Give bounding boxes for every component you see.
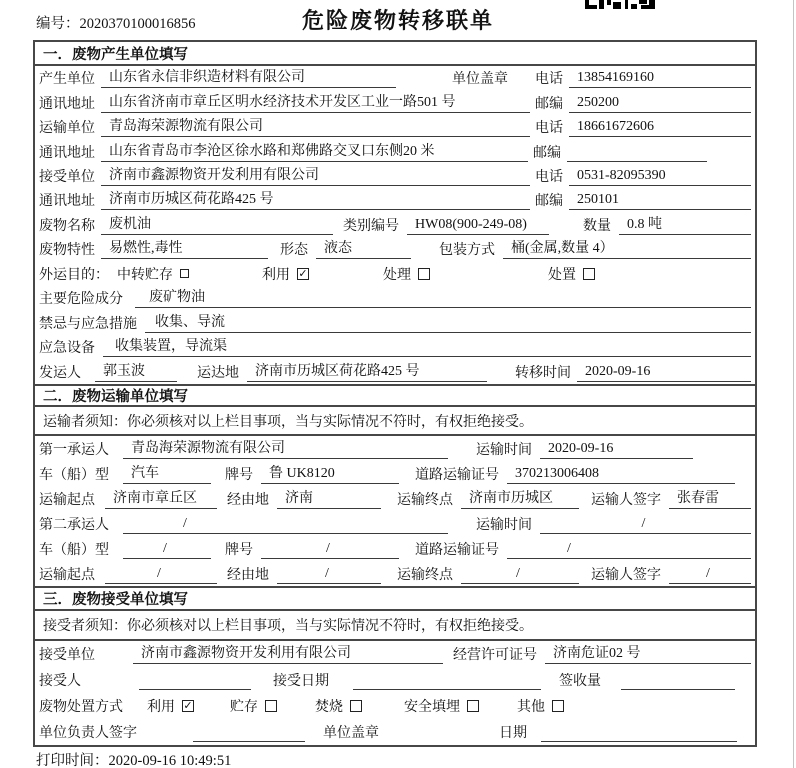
doc-number-value: 2020370100016856 bbox=[79, 16, 196, 32]
plate-number-label: 牌号 bbox=[225, 467, 253, 483]
shipper-label: 发运人 bbox=[39, 365, 81, 381]
checkbox-utilize: ✓ bbox=[298, 267, 308, 280]
transport-time-label: 运输时间 bbox=[476, 517, 532, 533]
route-via-label: 经由地 bbox=[227, 492, 269, 508]
row-transport-address bbox=[35, 139, 755, 163]
plate-number-label: 牌号 bbox=[225, 542, 253, 558]
packing-label: 包装方式 bbox=[439, 243, 495, 259]
producer-zip-group bbox=[535, 93, 751, 113]
purpose-option-utilize bbox=[262, 264, 309, 284]
accept-date-value bbox=[353, 670, 541, 690]
destination-value: 济南市历城区荷花路425 号 bbox=[247, 362, 487, 382]
transport-zip-value bbox=[567, 142, 707, 162]
carrier-sign-label: 运输人签字 bbox=[591, 492, 661, 508]
waste-name-label: 废物名称 bbox=[39, 218, 95, 234]
row-transfer-purpose bbox=[35, 262, 755, 286]
transport-time-label: 运输时间 bbox=[476, 442, 532, 458]
waste-name-value: 废机油 bbox=[101, 215, 333, 235]
purpose-option-label: 中转贮存 bbox=[117, 267, 173, 283]
receiver-unit-label: 接受单位 bbox=[39, 170, 95, 186]
received-amount-label: 签收量 bbox=[559, 674, 601, 689]
disposal-method-label: 废物处置方式 bbox=[39, 700, 123, 715]
row-waste-name bbox=[35, 213, 755, 237]
row-accept-unit bbox=[35, 641, 755, 667]
receiver-tel-value: 0531-82095390 bbox=[569, 166, 751, 186]
vehicle-type-value: / bbox=[123, 539, 211, 559]
disposal-option-label: 焚烧 bbox=[315, 700, 343, 715]
row-main-hazard bbox=[35, 286, 755, 310]
row-receiver-address bbox=[35, 188, 755, 212]
disposal-option-other bbox=[517, 696, 564, 716]
transport-unit-label: 运输单位 bbox=[39, 121, 95, 137]
taboo-measures-value: 收集、导流 bbox=[145, 313, 751, 333]
quantity-label: 数量 bbox=[583, 218, 611, 234]
address-label: 通讯地址 bbox=[39, 194, 95, 210]
transport-time-value: / bbox=[540, 514, 751, 534]
row-receiver-unit bbox=[35, 164, 755, 188]
transfer-time-value: 2020-09-16 bbox=[577, 362, 751, 382]
disposal-option-label: 其他 bbox=[517, 700, 545, 715]
receiver-notice: 接受者须知：你必须核对以上栏目事项，当与实际情况不符时，有权拒绝接受。 bbox=[35, 611, 755, 641]
row-second-carrier bbox=[35, 511, 755, 536]
doc-number-label: 编号： bbox=[36, 16, 80, 32]
producer-unit-value: 山东省永信非织造材料有限公司 bbox=[101, 68, 396, 88]
purpose-option-treat bbox=[383, 264, 430, 284]
row-waste-traits bbox=[35, 237, 755, 261]
responsible-sign-label: 单位负责人签字 bbox=[39, 726, 137, 741]
route-via-label: 经由地 bbox=[227, 567, 269, 583]
accept-person-value bbox=[139, 670, 251, 690]
transporter-notice: 运输者须知：你必须核对以上栏目事项，当与实际情况不符时，有权拒绝接受。 bbox=[35, 407, 755, 436]
first-carrier-label: 第一承运人 bbox=[39, 442, 109, 458]
row-shipper bbox=[35, 359, 755, 383]
unit-seal-label: 单位盖章 bbox=[452, 72, 508, 88]
license-number-label: 经营许可证号 bbox=[453, 648, 537, 663]
row-disposal-method bbox=[35, 693, 755, 719]
main-hazard-label: 主要危险成分 bbox=[39, 292, 123, 308]
tel-label: 电话 bbox=[535, 72, 563, 88]
checkbox-treat bbox=[418, 268, 430, 280]
transport-tel-group bbox=[535, 117, 751, 137]
route-end-label: 运输终点 bbox=[397, 492, 453, 508]
print-time bbox=[36, 749, 231, 768]
category-code-label: 类别编号 bbox=[343, 218, 399, 234]
section-3-header: 三．废物接受单位填写 bbox=[35, 586, 755, 611]
row-route-2 bbox=[35, 561, 755, 586]
row-accept-person bbox=[35, 667, 755, 693]
manifest-form bbox=[33, 40, 757, 747]
section-1-body bbox=[35, 66, 755, 384]
receiver-address-value: 济南市历城区荷花路425 号 bbox=[101, 190, 530, 210]
row-producer-address bbox=[35, 90, 755, 114]
address-label: 通讯地址 bbox=[39, 145, 95, 161]
receiver-unit-value: 济南市鑫源物资开发利用有限公司 bbox=[101, 166, 530, 186]
section-3-body bbox=[35, 641, 755, 745]
section-2-header: 二．废物运输单位填写 bbox=[35, 384, 755, 407]
print-time-label: 打印时间： bbox=[36, 753, 109, 768]
purpose-option-transfer-storage bbox=[117, 264, 189, 284]
disposal-option-incinerate bbox=[315, 696, 362, 716]
vehicle-type-label: 车（船）型 bbox=[39, 542, 109, 558]
vehicle-type-label: 车（船）型 bbox=[39, 467, 109, 483]
section-2-body bbox=[35, 436, 755, 586]
disposal-option-label: 安全填埋 bbox=[404, 700, 460, 715]
road-permit-value: 370213006408 bbox=[507, 464, 735, 484]
checkbox-disposal-incinerate bbox=[350, 700, 362, 712]
purpose-option-label: 处理 bbox=[383, 267, 411, 283]
carrier-sign-value: 张春雷 bbox=[669, 489, 751, 509]
print-time-value: 2020-09-16 10:49:51 bbox=[108, 753, 232, 768]
row-vehicle-2 bbox=[35, 536, 755, 561]
transfer-purpose-label: 外运目的： bbox=[39, 267, 109, 283]
emergency-equipment-value: 收集装置，导流渠 bbox=[103, 337, 751, 357]
accept-unit-label: 接受单位 bbox=[39, 648, 95, 663]
road-permit-label: 道路运输证号 bbox=[415, 542, 499, 558]
road-permit-value: / bbox=[507, 539, 751, 559]
category-code-value: HW08(900-249-08) bbox=[407, 215, 549, 235]
shipper-value: 郭玉波 bbox=[95, 362, 177, 382]
packing-value: 桶(金属,数量 4） bbox=[503, 239, 751, 259]
license-number-value: 济南危证02 号 bbox=[545, 644, 751, 664]
waste-traits-label: 废物特性 bbox=[39, 243, 95, 259]
responsible-sign-value bbox=[193, 722, 305, 742]
form-state-value: 液态 bbox=[316, 239, 411, 259]
route-end-value: / bbox=[461, 564, 579, 584]
main-hazard-value: 废矿物油 bbox=[135, 288, 751, 308]
checkbox-dispose bbox=[583, 268, 595, 280]
checkbox-transfer-storage bbox=[180, 269, 189, 278]
route-via-value: / bbox=[277, 564, 381, 584]
taboo-measures-label: 禁忌与应急措施 bbox=[39, 316, 137, 332]
plate-number-value: 鲁 UK8120 bbox=[261, 464, 399, 484]
checkbox-disposal-other bbox=[552, 700, 564, 712]
purpose-option-label: 处置 bbox=[548, 267, 576, 283]
section-1-header: 一．废物产生单位填写 bbox=[35, 42, 755, 66]
page-title: 危险废物转移联单 bbox=[301, 8, 494, 33]
emergency-equipment-label: 应急设备 bbox=[39, 341, 95, 357]
accept-person-label: 接受人 bbox=[39, 674, 81, 689]
transfer-time-label: 转移时间 bbox=[515, 365, 571, 381]
vehicle-type-value: 汽车 bbox=[123, 464, 211, 484]
second-carrier-label: 第二承运人 bbox=[39, 517, 109, 533]
route-via-value: 济南 bbox=[277, 489, 381, 509]
producer-tel-group bbox=[535, 68, 751, 88]
row-emergency-equipment bbox=[35, 335, 755, 359]
first-carrier-value: 青岛海荣源物流有限公司 bbox=[123, 439, 448, 459]
plate-number-value: / bbox=[261, 539, 399, 559]
second-carrier-value: / bbox=[123, 514, 448, 534]
date-value bbox=[541, 722, 737, 742]
quantity-value: 0.8 吨 bbox=[619, 215, 751, 235]
route-start-label: 运输起点 bbox=[39, 567, 95, 583]
route-end-label: 运输终点 bbox=[397, 567, 453, 583]
carrier-sign-value: / bbox=[669, 564, 751, 584]
checkbox-disposal-utilize: ✓ bbox=[183, 700, 193, 712]
row-taboo-measures bbox=[35, 311, 755, 335]
route-start-value: 济南市章丘区 bbox=[105, 489, 217, 509]
row-first-carrier bbox=[35, 436, 755, 461]
disposal-option-label: 利用 bbox=[147, 700, 175, 715]
carrier-sign-label: 运输人签字 bbox=[591, 567, 661, 583]
date-label: 日期 bbox=[499, 726, 527, 741]
zip-label: 邮编 bbox=[535, 194, 563, 210]
purpose-option-label: 利用 bbox=[262, 267, 290, 283]
transport-zip-group bbox=[533, 142, 751, 162]
zip-label: 邮编 bbox=[535, 96, 563, 112]
unit-seal-label: 单位盖章 bbox=[323, 726, 379, 741]
accept-unit-value: 济南市鑫源物资开发利用有限公司 bbox=[133, 644, 443, 664]
disposal-option-landfill bbox=[404, 696, 479, 716]
address-label: 通讯地址 bbox=[39, 96, 95, 112]
accept-date-label: 接受日期 bbox=[273, 674, 329, 689]
row-transport-unit bbox=[35, 115, 755, 139]
tel-label: 电话 bbox=[535, 121, 563, 137]
transport-address-value: 山东省青岛市李沧区徐水路和郑佛路交叉口东侧20 米 bbox=[101, 142, 528, 162]
disposal-option-storage bbox=[230, 696, 277, 716]
checkbox-disposal-storage bbox=[265, 700, 277, 712]
waste-traits-value: 易燃性,毒性 bbox=[101, 239, 268, 259]
route-start-label: 运输起点 bbox=[39, 492, 95, 508]
disposal-option-label: 贮存 bbox=[230, 700, 258, 715]
form-state-label: 形态 bbox=[280, 243, 308, 259]
receiver-zip-group bbox=[535, 190, 751, 210]
received-amount-value bbox=[621, 670, 735, 690]
zip-label: 邮编 bbox=[533, 145, 561, 161]
transport-tel-value: 18661672606 bbox=[569, 117, 751, 137]
destination-label: 运达地 bbox=[197, 365, 239, 381]
tel-label: 电话 bbox=[535, 170, 563, 186]
checkbox-disposal-landfill bbox=[467, 700, 479, 712]
disposal-option-utilize bbox=[147, 696, 194, 716]
purpose-option-dispose bbox=[548, 264, 595, 284]
row-route-1 bbox=[35, 486, 755, 511]
producer-tel-value: 13854169160 bbox=[569, 68, 751, 88]
producer-address-value: 山东省济南市章丘区明水经济技术开发区工业一路501 号 bbox=[101, 93, 530, 113]
page-edge-divider bbox=[793, 0, 794, 768]
row-producer-unit bbox=[35, 66, 755, 90]
producer-unit-label: 产生单位 bbox=[39, 72, 95, 88]
receiver-tel-group bbox=[535, 166, 751, 186]
road-permit-label: 道路运输证号 bbox=[415, 467, 499, 483]
route-end-value: 济南市历城区 bbox=[461, 489, 579, 509]
producer-zip-value: 250200 bbox=[569, 93, 751, 113]
transport-unit-value: 青岛海荣源物流有限公司 bbox=[101, 117, 530, 137]
row-responsible-sign bbox=[35, 719, 755, 745]
receiver-zip-value: 250101 bbox=[569, 190, 751, 210]
transport-time-value: 2020-09-16 bbox=[540, 439, 693, 459]
route-start-value: / bbox=[105, 564, 217, 584]
qr-code-partial-icon bbox=[585, 0, 655, 10]
row-vehicle-1 bbox=[35, 461, 755, 486]
